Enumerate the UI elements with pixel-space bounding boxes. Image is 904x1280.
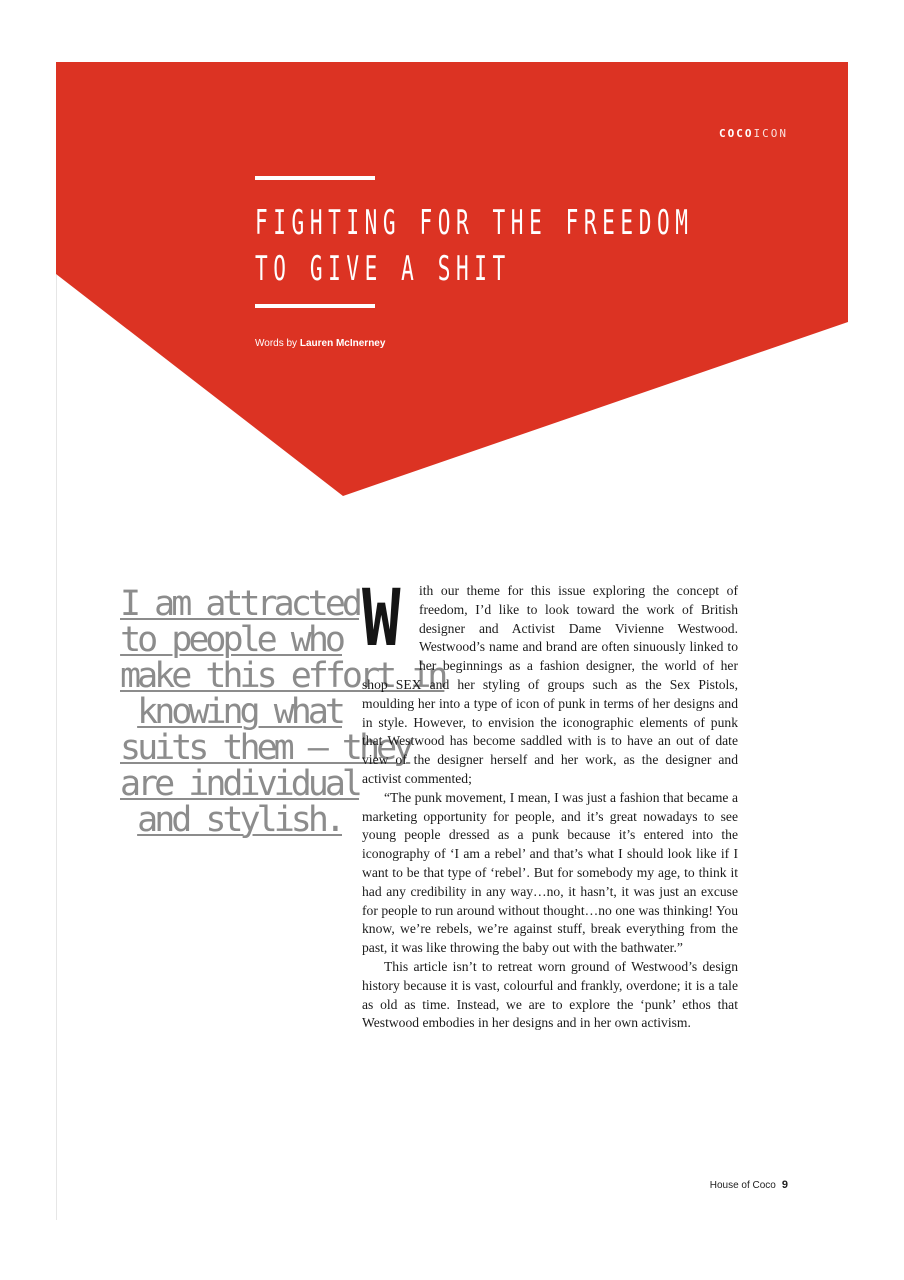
pull-quote-line-text: I am attracted: [120, 584, 360, 624]
article-paragraph-1: [362, 574, 738, 789]
byline-author: Lauren McInerney: [299, 338, 386, 349]
pull-quote-line-text: and stylish.: [137, 800, 342, 840]
title-line-2: TO GIVE A SHIT: [255, 249, 511, 289]
pull-quote: [120, 584, 445, 840]
pull-quote-line: [120, 764, 360, 804]
article-paragraph-3: This article isn’t to retreat worn ground of Westwood’s design history because it is vast, colourful and frankly, overdone; it is a tale as old as time. Instead, we are to explore the ‘punk’ ethos that Westwood embodies in her designs and in her own activism.: [362, 958, 738, 1031]
pull-quote-line: [120, 584, 360, 624]
pull-quote-line: [120, 802, 342, 838]
section-tag-light: ICON: [753, 127, 788, 140]
paragraph-1-text: ith our theme for this issue exploring the concept of freedom, I’d like to look toward the work of British designer and Activist Dame Vivienne Westwood. Westwood’s name and brand are often sinuously linked to her beginnings as a fashion designer, the world of her shop SEX and her styling of groups such as the Sex Pistols, moulding her into a type of icon of punk in terms of her designs and in style. However, to envision the iconographic elements of punk that Westwood has become saddled with is to have an out of date view of the designer herself and her work, as the designer and activist commented;: [362, 583, 738, 786]
footer-publication: House of Coco: [709, 1180, 776, 1191]
title-rule-bottom: [255, 304, 375, 308]
pull-quote-line-text: make this effort in: [120, 656, 445, 696]
byline-prefix: Words by: [255, 338, 298, 349]
article-body: [362, 574, 738, 1033]
pull-quote-line-text: are individual: [120, 764, 360, 804]
page-footer: [710, 1179, 788, 1191]
pull-quote-line-text: suits them – they: [120, 728, 411, 768]
article-title: [255, 200, 694, 292]
section-tag-bold: COCO: [719, 127, 754, 140]
page-number: 9: [781, 1179, 788, 1191]
article-paragraph-2: “The punk movement, I mean, I was just a fashion that became a marketing opportunity for people, and it’s great nowadays to see young people dressed as a punk because it’s entered into the iconography of ‘I am a rebel’ and that’s what I should look like if I want to be that type of ‘rebel’. But for somebody my age, to think it had any credibility in any way…no, it hasn’t, it was just an excuse for people to run around without thought…no one was thinking! You know, we’re rebels, we’re against stuff, break everything from the past, it was like throwing the baby out with the bathwater.”: [362, 789, 738, 956]
pull-quote-line: [120, 622, 342, 658]
title-line-1: FIGHTING FOR THE FREEDOM: [255, 203, 694, 243]
pull-quote-line: [120, 694, 342, 730]
pull-quote-line-text: knowing what: [137, 692, 342, 732]
pull-quote-line: [120, 656, 445, 696]
title-rule-top: [255, 176, 375, 180]
byline: [255, 338, 385, 349]
drop-cap: W: [362, 574, 401, 664]
pull-quote-line-text: to people who: [120, 620, 342, 660]
section-tag: [719, 127, 788, 140]
pull-quote-line: [120, 728, 411, 768]
